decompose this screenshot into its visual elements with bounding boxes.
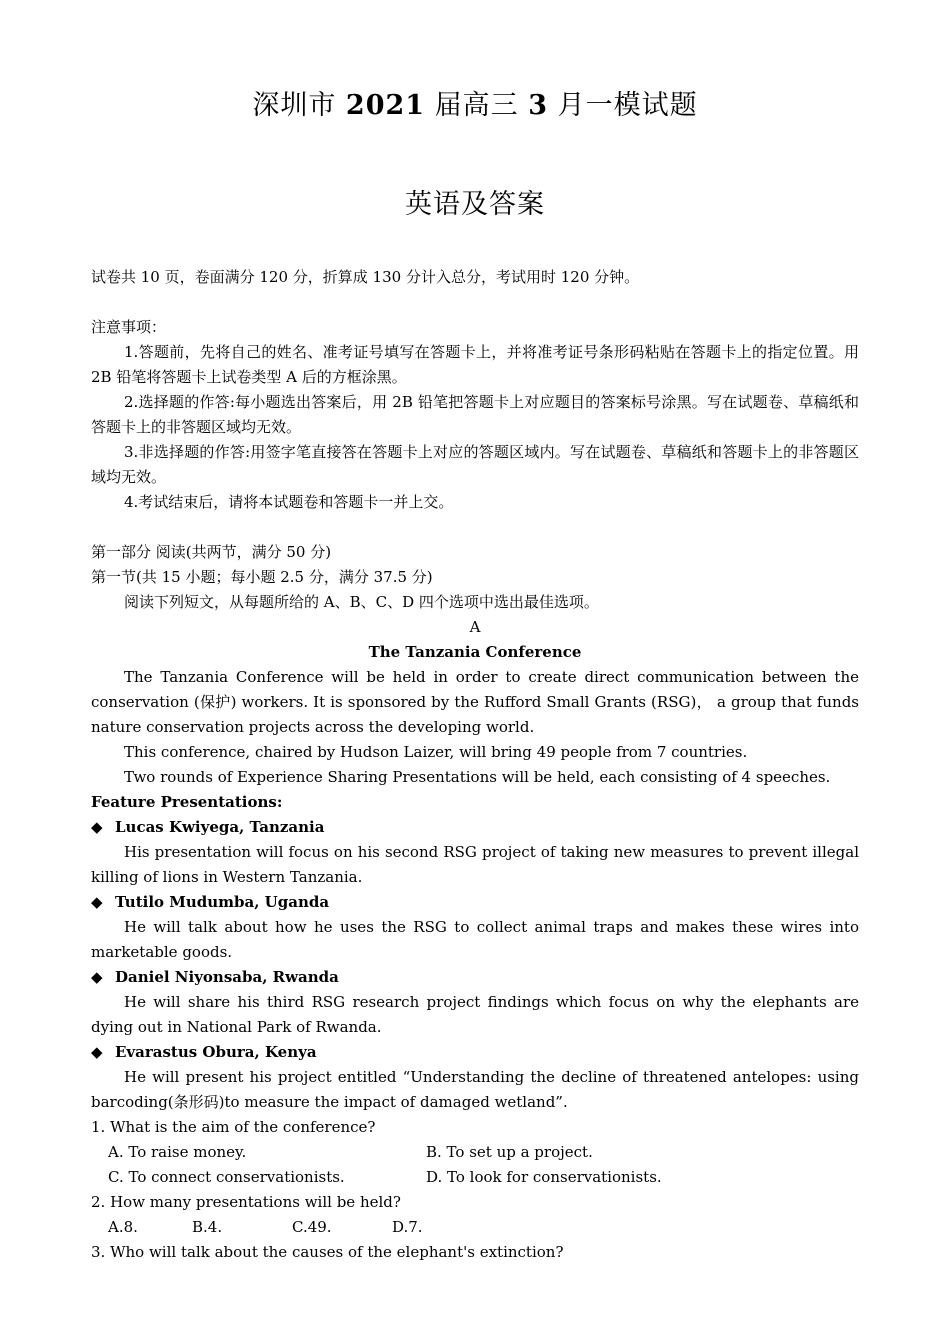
presenter-text: He will talk about how he uses the RSG to collect animal traps and makes these wires into marketable goods. xyxy=(91,918,859,961)
presenter-name: ◆ Evarastus Obura, Kenya xyxy=(91,1040,859,1065)
option-d: D. To look for conservationists. xyxy=(426,1168,662,1186)
notice-item: 3.非选择题的作答:用签字笔直接答在答题卡上对应的答题区域内。写在试题卷、草稿纸和答题卡上的非答题区域均无效。 xyxy=(91,443,859,486)
page-subtitle: 英语及答案 xyxy=(405,189,545,220)
title-part: 深圳市 xyxy=(252,90,337,121)
page-title xyxy=(0,86,950,126)
passage-title: The Tanzania Conference xyxy=(368,643,582,661)
diamond-bullet-icon: ◆ xyxy=(91,1043,103,1061)
passage-letter: A xyxy=(469,618,481,636)
question-options xyxy=(91,1215,859,1240)
option-a: A. To raise money. xyxy=(108,1143,247,1161)
presenter-name: ◆ Lucas Kwiyega, Tanzania xyxy=(91,815,859,840)
passage-paragraph: The Tanzania Conference will be held in order to create direct communication between the conservation (保护) workers. It is sponsored by the Rufford Small Grants (RSG)， a group that funds nature conservation projects across the developing world. xyxy=(91,668,859,736)
exam-body xyxy=(91,265,859,1265)
notice-heading: 注意事项： xyxy=(91,318,167,336)
title-month: 3 xyxy=(528,90,549,121)
presenter-text: His presentation will focus on his second RSG project of taking new measures to prevent illegal killing of lions in Western Tanzania. xyxy=(91,843,859,886)
diamond-bullet-icon: ◆ xyxy=(91,818,103,836)
option-d: D.7. xyxy=(392,1218,423,1236)
passage-paragraph: This conference, chaired by Hudson Laizer, will bring 49 people from 7 countries. xyxy=(124,743,748,761)
question-options xyxy=(91,1140,859,1165)
presenter-text: He will present his project entitled “Understanding the decline of threatened antelopes: using barcoding(条形码)to measure the impact of damaged wetland”. xyxy=(91,1068,859,1111)
notice-item: 4.考试结束后，请将本试题卷和答题卡一并上交。 xyxy=(124,493,454,511)
question-stem: 3. Who will talk about the causes of the elephant's extinction? xyxy=(91,1243,564,1261)
title-part: 届高三 xyxy=(434,90,519,121)
question-stem: 2. How many presentations will be held? xyxy=(91,1193,401,1211)
presenter-name: ◆ Daniel Niyonsaba, Rwanda xyxy=(91,965,859,990)
presenter-text: He will share his third RSG research project findings which focus on why the elephants are dying out in National Park of Rwanda. xyxy=(91,993,859,1036)
option-c: C. To connect conservationists. xyxy=(108,1168,345,1186)
diamond-bullet-icon: ◆ xyxy=(91,968,103,986)
feature-heading: Feature Presentations: xyxy=(91,793,283,811)
question-options xyxy=(91,1165,859,1190)
part-heading: 第一部分 阅读(共两节，满分 50 分) xyxy=(91,543,332,561)
option-a: A.8. xyxy=(108,1218,138,1236)
diamond-bullet-icon: ◆ xyxy=(91,893,103,911)
notice-item: 1.答题前，先将自己的姓名、准考证号填写在答题卡上，并将准考证号条形码粘贴在答题卡上的指定位置。用 2B 铅笔将答题卡上试卷类型 A 后的方框涂黑。 xyxy=(91,343,859,386)
section-instruction: 阅读下列短文，从每题所给的 A、B、C、D 四个选项中选出最佳选项。 xyxy=(124,593,599,611)
option-c: C.49. xyxy=(292,1218,332,1236)
option-b: B. To set up a project. xyxy=(426,1143,593,1161)
title-part: 月一模试题 xyxy=(557,90,698,121)
notice-item: 2.选择题的作答:每小题选出答案后，用 2B 铅笔把答题卡上对应题目的答案标号涂黑。写在试题卷、草稿纸和答题卡上的非答题区域均无效。 xyxy=(91,393,859,436)
section-heading: 第一节(共 15 小题；每小题 2.5 分，满分 37.5 分) xyxy=(91,568,433,586)
passage-paragraph: Two rounds of Experience Sharing Presentations will be held, each consisting of 4 speeches. xyxy=(124,768,831,786)
exam-intro: 试卷共 10 页，卷面满分 120 分，折算成 130 分计入总分，考试用时 120 分钟。 xyxy=(91,268,640,286)
presenter-name: ◆ Tutilo Mudumba, Uganda xyxy=(91,890,859,915)
option-b: B.4. xyxy=(192,1218,223,1236)
title-year: 2021 xyxy=(345,90,426,121)
question-stem: 1. What is the aim of the conference? xyxy=(91,1118,376,1136)
